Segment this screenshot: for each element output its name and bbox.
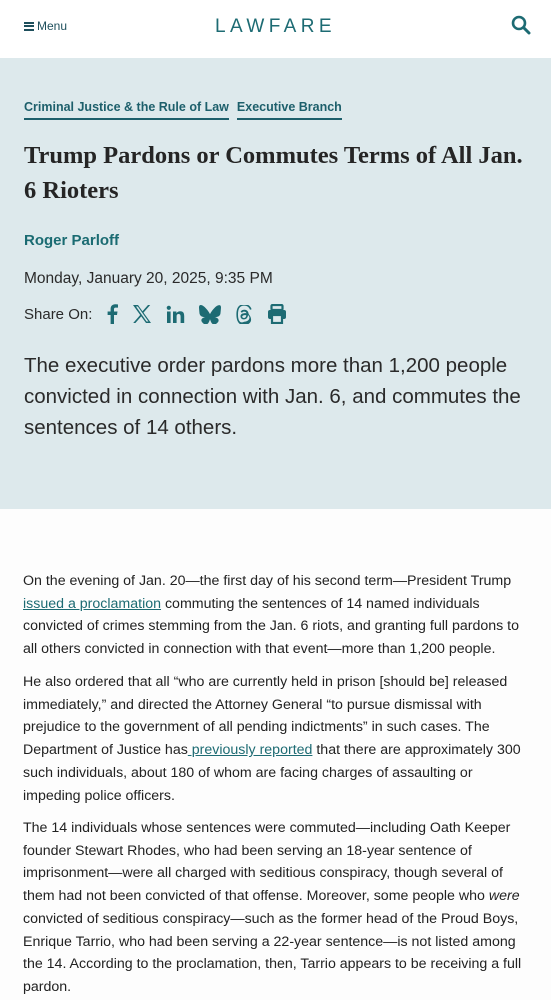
proclamation-link[interactable]: issued a proclamation [23, 595, 162, 612]
print-icon[interactable] [267, 304, 287, 324]
article-paragraph: The 14 individuals whose sentences were commuted—including Oath Keeper founder Stewart Rhodes, who had been serving an 18-year sentence of imprisonment—were all charged with seditious conspiracy, though several of them had not been convicted of that offense. Moreover, some people who were convicted of seditious conspiracy—such as the former head of the Proud Boys, Enrique Tarrio, who had been serving a 22-year sentence—is not listed among the 14. According to the proclamation, then, Tarrio appears to be receiving a full pardon. [23, 820, 522, 995]
tag-criminal-justice[interactable]: Criminal Justice & the Rule of Law [24, 100, 229, 120]
tag-executive-branch[interactable]: Executive Branch [237, 100, 342, 120]
article-summary: The executive order pardons more than 1,200 people convicted in connection with Jan. 6, and commutes the sentences of 14 others. [24, 354, 521, 439]
article-paragraph: On the evening of Jan. 20—the first day of his second term—President Trump issued a proclamation commuting the sentences of 14 named individuals convicted of crimes stemming from the Jan. 6 riots, and granting full pardons to all others convicted in connection with that event—more than 1,200 people. [23, 573, 520, 658]
x-icon[interactable] [132, 304, 152, 324]
site-header [0, 0, 551, 58]
share-bar [24, 304, 287, 324]
publish-date: Monday, January 20, 2025, 9:35 PM [24, 270, 273, 287]
article-hero [0, 58, 551, 509]
article-paragraph: He also ordered that all “who are currently held in prison [should be] released immediately,” and directed the Attorney General “to pursue dismissal with prejudice to the government of all pending indictments” in such cases. The Department of Justice has previously reported that there are approximately 300 such individuals, about 180 of whom are facing charges of assaulting or impeding police officers. [23, 674, 521, 804]
article-body [0, 509, 551, 1000]
menu-label: Menu [37, 19, 68, 33]
facebook-icon[interactable] [106, 304, 118, 324]
article-title: Trump Pardons or Commutes Terms of All Jan. 6 Rioters [24, 142, 523, 204]
search-icon[interactable] [511, 15, 531, 35]
threads-icon[interactable] [235, 305, 253, 324]
share-label: Share On: [24, 305, 93, 323]
linkedin-icon[interactable] [166, 305, 185, 324]
previously-reported-link[interactable]: previously reported [187, 742, 313, 759]
topic-tags [24, 100, 342, 120]
bluesky-icon[interactable] [199, 305, 221, 324]
site-logo[interactable]: LAWFARE [215, 16, 336, 37]
author-link[interactable]: Roger Parloff [24, 232, 120, 249]
